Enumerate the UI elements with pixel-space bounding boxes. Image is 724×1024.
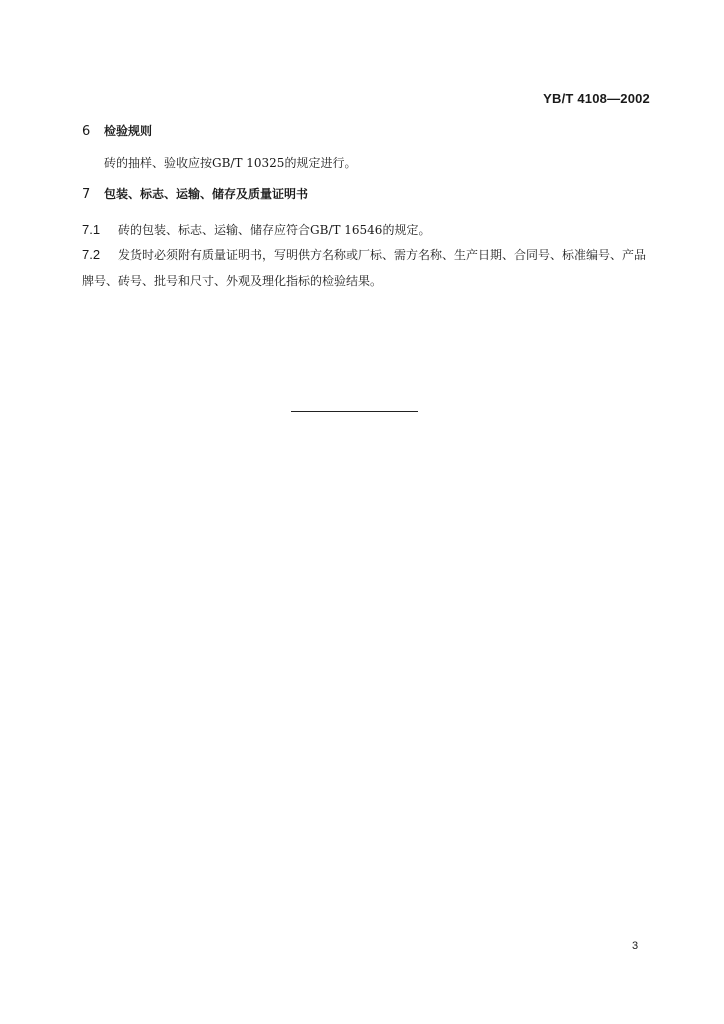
clause-7-1 (82, 217, 430, 243)
clause-7-2-number: 7.2 (82, 247, 101, 262)
section-7-heading (82, 185, 308, 202)
clause-7-2-text-line-1: 发货时必须附有质量证明书，写明供方名称或厂标、需方名称、生产日期、合同号、标准编号、产品 (118, 248, 647, 262)
clause-7-2-line-1 (82, 242, 646, 268)
section-6-title: 检验规则 (104, 124, 153, 138)
standard-code: YB/T 4108—2002 (543, 91, 650, 106)
clause-7-2-text-line-2: 牌号、砖号、批号和尺寸、外观及理化指标的检验结果。 (82, 274, 383, 288)
section-7-number: 7 (82, 187, 91, 202)
section-7-title: 包装、标志、运输、储存及质量证明书 (104, 187, 309, 201)
clause-7-1-number: 7.1 (82, 222, 101, 237)
section-6-body: 砖的抽样、验收应按GB/T 10325的规定进行。 (104, 156, 357, 170)
clause-7-1-text: 砖的包装、标志、运输、储存应符合GB/T 16546的规定。 (118, 223, 431, 237)
end-of-standard-rule (291, 411, 418, 412)
section-6-heading (82, 122, 152, 139)
section-6-number: 6 (82, 124, 91, 139)
page-number: 3 (632, 940, 639, 952)
